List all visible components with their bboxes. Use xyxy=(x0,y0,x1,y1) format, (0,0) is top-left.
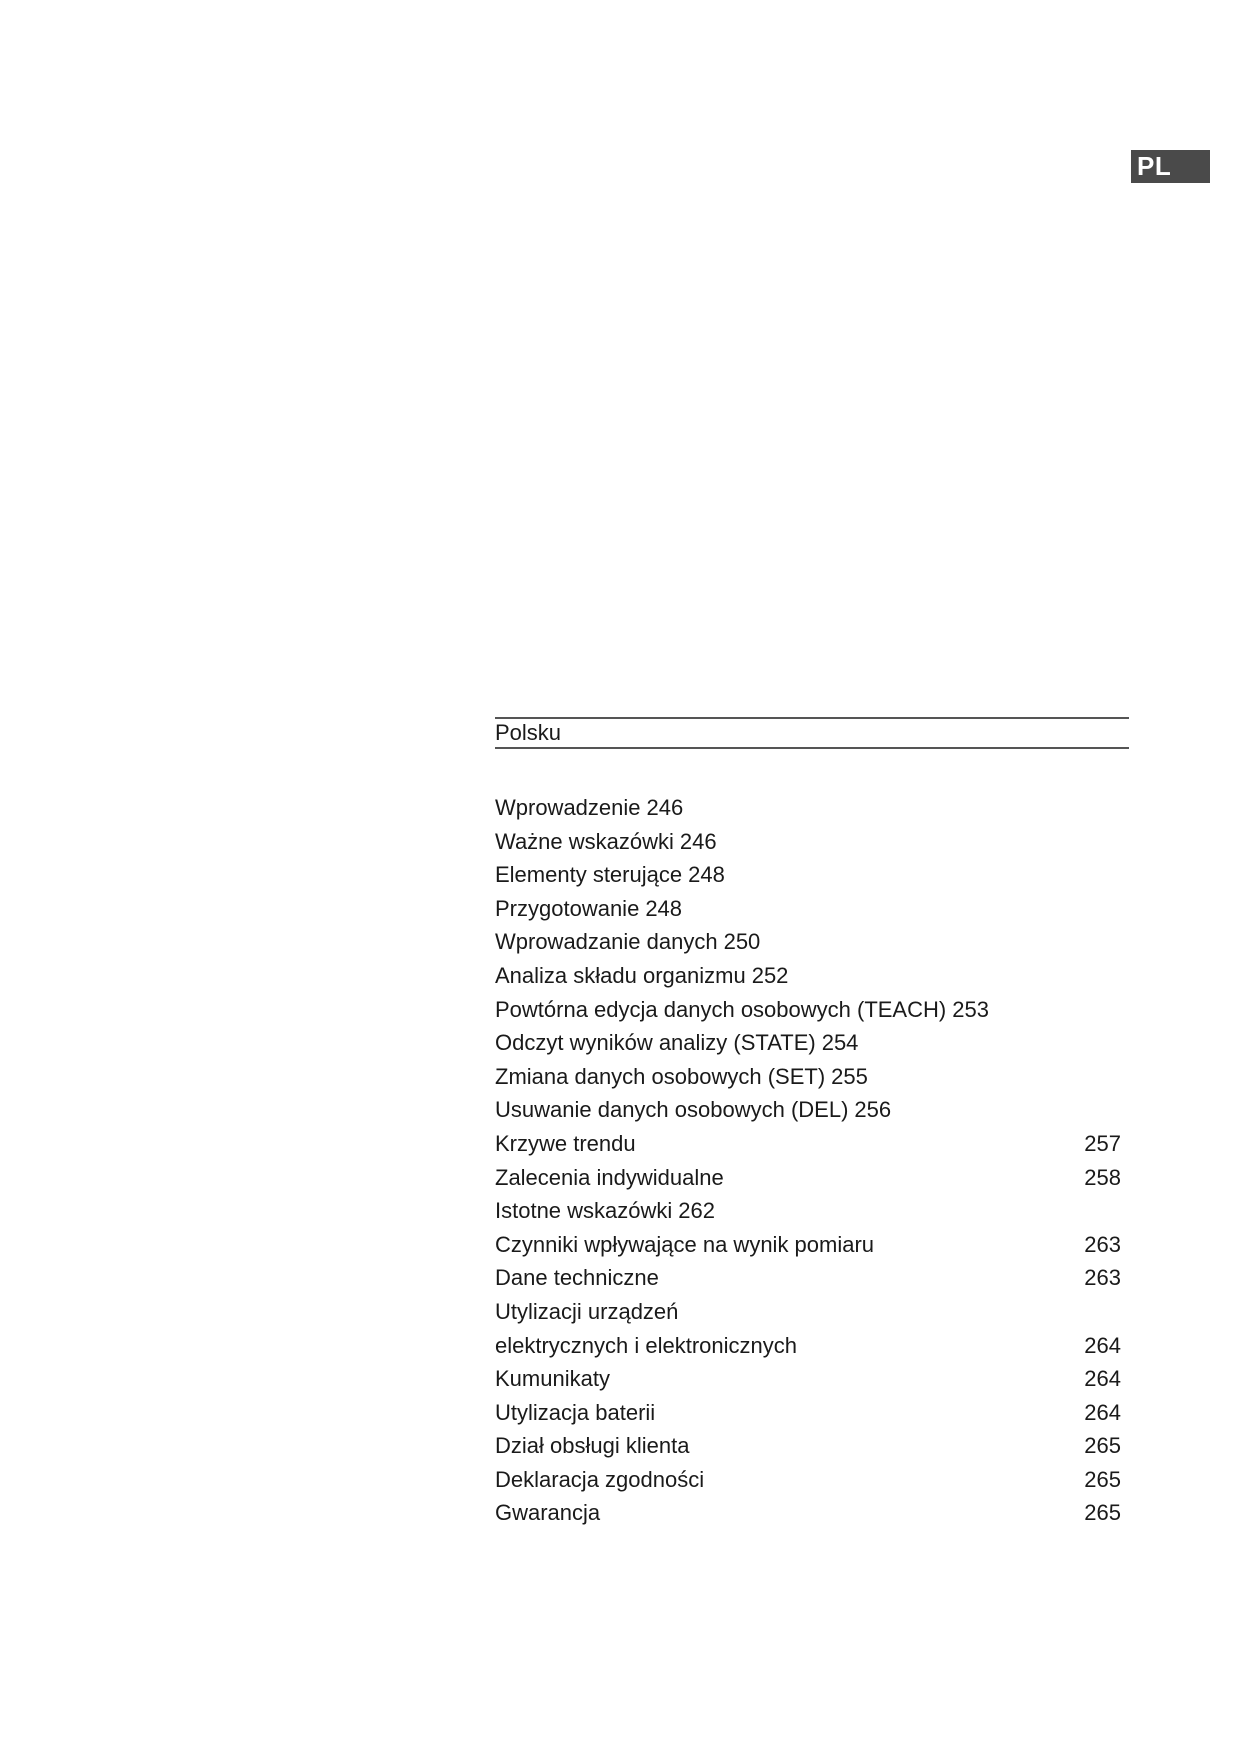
toc-entry-page-right: 257 xyxy=(1084,1130,1121,1156)
toc-entry[interactable] xyxy=(495,993,1129,1027)
toc-entry-page-right: 258 xyxy=(1084,1164,1121,1190)
toc-entry-label: Czynniki wpływające na wynik pomiaru xyxy=(495,1231,875,1257)
toc-entry-label: elektrycznych i elektronicznych xyxy=(495,1332,798,1358)
toc-entry-label: Wprowadzanie danych xyxy=(495,929,718,955)
toc-entry-label: Dział obsługi klienta xyxy=(495,1433,690,1459)
toc-entry-page-right: 265 xyxy=(1084,1466,1121,1492)
toc-entry-page: 254 xyxy=(821,1030,859,1056)
toc-entry[interactable] xyxy=(495,1026,1129,1060)
toc-entry[interactable] xyxy=(495,1194,1129,1228)
toc-entries xyxy=(495,791,1129,1530)
toc-entry-label: Zmiana danych osobowych (SET) xyxy=(495,1063,826,1089)
section-bottom-rule xyxy=(495,747,1129,749)
toc-entry-page: 255 xyxy=(831,1063,868,1089)
toc-entry-label: Utylizacji urządzeń xyxy=(495,1298,679,1324)
toc-entry-page: 248 xyxy=(688,862,725,888)
toc-entry-label: Istotne wskazówki xyxy=(495,1198,673,1224)
toc-entry-page-right: 263 xyxy=(1084,1265,1121,1291)
toc-entry-label: Krzywe trendu xyxy=(495,1130,636,1156)
toc-entry[interactable] xyxy=(495,1127,1129,1161)
toc-entry-label: Powtórna edycja danych osobowych (TEACH) xyxy=(495,996,947,1022)
toc-entry-label: Dane techniczne xyxy=(495,1265,659,1291)
toc-entry[interactable] xyxy=(495,1093,1129,1127)
toc-entry[interactable] xyxy=(495,1429,1129,1463)
toc-entry[interactable] xyxy=(495,925,1129,959)
toc-entry[interactable] xyxy=(495,1261,1129,1295)
toc-entry[interactable] xyxy=(495,1228,1129,1262)
toc-entry[interactable] xyxy=(495,1362,1129,1396)
toc-entry-page: 246 xyxy=(679,828,717,854)
toc-entry[interactable] xyxy=(495,1463,1129,1497)
toc-entry-label: Deklaracja zgodności xyxy=(495,1466,705,1492)
toc-entry-page-right: 264 xyxy=(1084,1366,1121,1392)
toc-entry-label: Elementy sterujące xyxy=(495,862,683,888)
toc-entry-page-right: 264 xyxy=(1084,1332,1121,1358)
toc-entry[interactable] xyxy=(495,1329,1129,1363)
toc-entry-label: Ważne wskazówki xyxy=(495,828,674,854)
toc-entry-page-right: 265 xyxy=(1084,1500,1121,1526)
toc-entry-page: 250 xyxy=(723,929,761,955)
toc-entry-page: 253 xyxy=(952,996,989,1022)
toc-entry-label: Kumunikaty xyxy=(495,1366,610,1392)
toc-entry-label: Analiza składu organizmu xyxy=(495,962,746,988)
toc-entry-label: Przygotowanie xyxy=(495,895,640,921)
toc-entry-page: 248 xyxy=(645,895,683,921)
toc-entry-page: 252 xyxy=(751,962,789,988)
toc-entry[interactable] xyxy=(495,1060,1129,1094)
language-tab: PL xyxy=(1131,150,1210,183)
toc-entry-label: Wprowadzenie xyxy=(495,795,641,820)
toc-entry-page-right: 264 xyxy=(1084,1399,1121,1425)
toc-entry-page-right: 263 xyxy=(1084,1231,1121,1257)
toc-entry[interactable] xyxy=(495,1161,1129,1195)
toc-entry[interactable] xyxy=(495,892,1129,926)
toc-entry[interactable] xyxy=(495,1295,1129,1329)
toc-entry[interactable] xyxy=(495,959,1129,993)
table-of-contents xyxy=(495,717,1129,1546)
toc-entry[interactable] xyxy=(495,825,1129,859)
toc-entry-page: 246 xyxy=(646,795,684,820)
toc-entry[interactable] xyxy=(495,858,1129,892)
section-title: Polsku xyxy=(495,720,562,745)
toc-entry-label: Utylizacja baterii xyxy=(495,1399,656,1425)
toc-entry-page: 256 xyxy=(854,1097,892,1123)
toc-entry[interactable] xyxy=(495,1396,1129,1430)
toc-entry-label: Odczyt wyników analizy (STATE) xyxy=(495,1030,816,1056)
toc-entry-label: Gwarancja xyxy=(495,1500,601,1526)
toc-entry-label: Usuwanie danych osobowych (DEL) xyxy=(495,1097,849,1123)
toc-entry-label: Zalecenia indywidualne xyxy=(495,1164,724,1190)
toc-entry[interactable] xyxy=(495,1496,1129,1530)
toc-entry-page-right: 265 xyxy=(1084,1433,1121,1459)
toc-entry-page: 262 xyxy=(678,1198,716,1224)
toc-entry[interactable] xyxy=(495,791,1129,825)
